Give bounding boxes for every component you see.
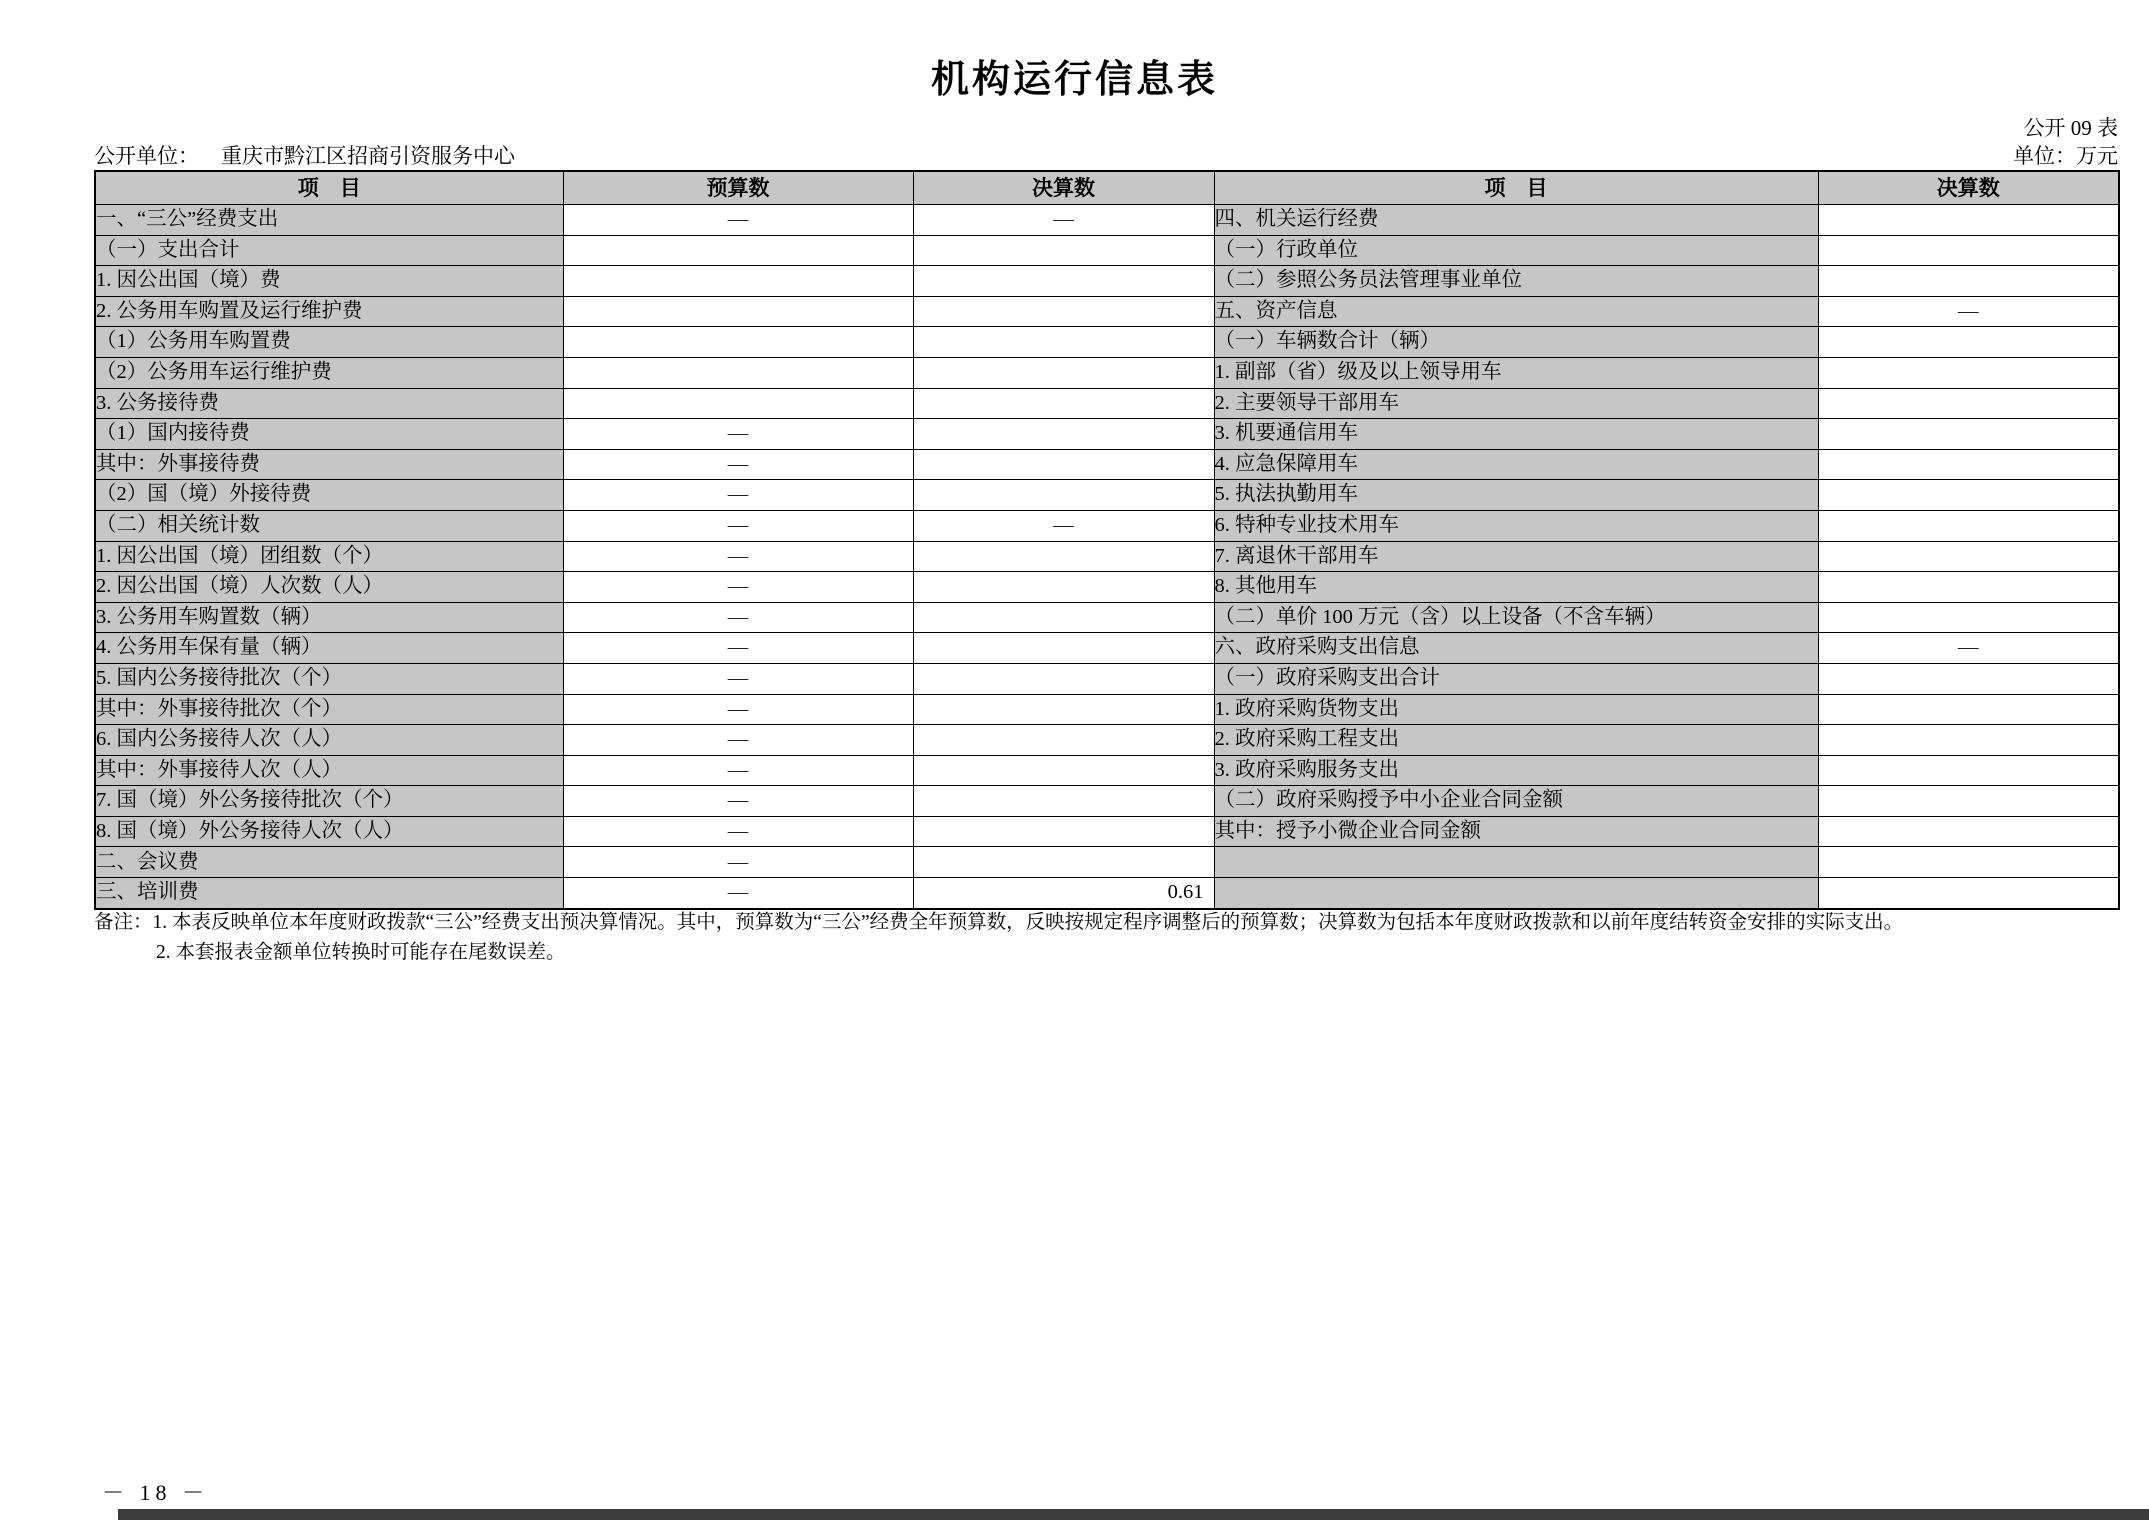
right-final-cell	[1818, 235, 2119, 266]
left-item-cell: 8. 国（境）外公务接待人次（人）	[95, 816, 563, 847]
page-title: 机构运行信息表	[930, 59, 1218, 101]
left-final-cell	[913, 816, 1214, 847]
table-row	[95, 266, 2119, 297]
left-item-cell: 其中：外事接待费	[95, 449, 563, 480]
left-final-cell: 0.61	[913, 878, 1214, 909]
table-header	[95, 171, 2119, 205]
left-budget-cell: —	[563, 510, 913, 541]
left-budget-cell: —	[563, 205, 913, 236]
left-final-cell	[913, 847, 1214, 878]
right-final-cell	[1818, 388, 2119, 419]
table-row	[95, 327, 2119, 358]
left-budget-cell: —	[563, 480, 913, 511]
left-final-cell	[913, 266, 1214, 297]
left-item-cell: （1）公务用车购置费	[95, 327, 563, 358]
right-item-cell: 6. 特种专业技术用车	[1214, 510, 1818, 541]
footnote-2: 2. 本套报表金额单位转换时可能存在尾数误差。	[156, 942, 566, 963]
right-final-cell	[1818, 419, 2119, 450]
right-item-cell: （一）政府采购支出合计	[1214, 663, 1818, 694]
right-final-cell	[1818, 541, 2119, 572]
table-row	[95, 816, 2119, 847]
right-item-cell: （一）车辆数合计（辆）	[1214, 327, 1818, 358]
left-budget-cell: —	[563, 572, 913, 603]
right-item-cell: （二）单价 100 万元（含）以上设备（不含车辆）	[1214, 602, 1818, 633]
left-final-cell	[913, 663, 1214, 694]
left-budget-cell	[563, 327, 913, 358]
left-budget-cell: —	[563, 633, 913, 664]
left-budget-cell: —	[563, 541, 913, 572]
left-final-cell	[913, 449, 1214, 480]
right-item-cell: 3. 政府采购服务支出	[1214, 755, 1818, 786]
left-budget-cell: —	[563, 878, 913, 909]
right-final-cell	[1818, 572, 2119, 603]
right-final-cell	[1818, 266, 2119, 297]
publisher-line	[94, 140, 515, 170]
right-item-cell: 8. 其他用车	[1214, 572, 1818, 603]
table-row	[95, 510, 2119, 541]
left-final-cell	[913, 602, 1214, 633]
right-final-cell: —	[1818, 296, 2119, 327]
table-row	[95, 357, 2119, 388]
right-item-cell	[1214, 878, 1818, 909]
right-final-cell	[1818, 847, 2119, 878]
left-item-cell: （1）国内接待费	[95, 419, 563, 450]
left-final-cell	[913, 633, 1214, 664]
footnote-1: 备注：1. 本表反映单位本年度财政拨款“三公”经费支出预决算情况。其中，预算数为“三公”经费全年预算数，反映按规定程序调整后的预算数；决算数为包括本年度财政拨款和以前年度结转资金安排的实际支出。	[94, 912, 1904, 933]
table-row	[95, 663, 2119, 694]
right-final-cell	[1818, 786, 2119, 817]
left-final-cell	[913, 419, 1214, 450]
left-item-cell: 2. 公务用车购置及运行维护费	[95, 296, 563, 327]
right-final-cell	[1818, 694, 2119, 725]
left-budget-cell: —	[563, 694, 913, 725]
table-row	[95, 480, 2119, 511]
publisher-name: 重庆市黔江区招商引资服务中心	[221, 144, 515, 168]
left-item-cell: （一）支出合计	[95, 235, 563, 266]
right-item-cell	[1214, 847, 1818, 878]
right-final-cell	[1818, 480, 2119, 511]
right-final-cell	[1818, 663, 2119, 694]
right-item-cell: 四、机关运行经费	[1214, 205, 1818, 236]
left-budget-cell	[563, 296, 913, 327]
right-final-cell	[1818, 449, 2119, 480]
right-final-cell: —	[1818, 633, 2119, 664]
left-budget-cell: —	[563, 419, 913, 450]
table-row	[95, 694, 2119, 725]
left-item-cell: 2. 因公出国（境）人次数（人）	[95, 572, 563, 603]
left-final-cell	[913, 235, 1214, 266]
left-item-cell: 其中：外事接待人次（人）	[95, 755, 563, 786]
left-final-cell: —	[913, 205, 1214, 236]
left-item-cell: 4. 公务用车保有量（辆）	[95, 633, 563, 664]
left-item-cell: 二、会议费	[95, 847, 563, 878]
right-final-cell	[1818, 816, 2119, 847]
right-item-cell: 1. 政府采购货物支出	[1214, 694, 1818, 725]
table-row	[95, 602, 2119, 633]
header-final-2: 决算数	[1818, 171, 2119, 205]
left-item-cell: 3. 公务用车购置数（辆）	[95, 602, 563, 633]
table-row	[95, 755, 2119, 786]
left-item-cell: 三、培训费	[95, 878, 563, 909]
unit-label: 单位：万元	[2013, 144, 2118, 168]
table-row	[95, 235, 2119, 266]
right-item-cell: 五、资产信息	[1214, 296, 1818, 327]
right-final-cell	[1818, 327, 2119, 358]
left-item-cell: 6. 国内公务接待人次（人）	[95, 725, 563, 756]
right-item-cell: （一）行政单位	[1214, 235, 1818, 266]
table-row	[95, 296, 2119, 327]
right-item-cell: （二）参照公务员法管理事业单位	[1214, 266, 1818, 297]
left-final-cell	[913, 694, 1214, 725]
left-item-cell: 5. 国内公务接待批次（个）	[95, 663, 563, 694]
right-final-cell	[1818, 878, 2119, 909]
left-final-cell	[913, 755, 1214, 786]
left-final-cell	[913, 786, 1214, 817]
left-item-cell: 3. 公务接待费	[95, 388, 563, 419]
left-final-cell	[913, 480, 1214, 511]
right-item-cell: 六、政府采购支出信息	[1214, 633, 1818, 664]
table-row	[95, 388, 2119, 419]
left-budget-cell: —	[563, 725, 913, 756]
publisher-label: 公开单位：	[94, 144, 199, 168]
left-final-cell	[913, 357, 1214, 388]
right-final-cell	[1818, 510, 2119, 541]
left-item-cell: 1. 因公出国（境）费	[95, 266, 563, 297]
right-final-cell	[1818, 205, 2119, 236]
left-budget-cell: —	[563, 449, 913, 480]
right-item-cell: 2. 政府采购工程支出	[1214, 725, 1818, 756]
left-item-cell: （二）相关统计数	[95, 510, 563, 541]
right-item-cell: 其中：授予小微企业合同金额	[1214, 816, 1818, 847]
left-final-cell	[913, 327, 1214, 358]
header-final: 决算数	[913, 171, 1214, 205]
left-final-cell	[913, 296, 1214, 327]
table-row	[95, 878, 2119, 909]
right-item-cell: 5. 执法执勤用车	[1214, 480, 1818, 511]
left-item-cell: 7. 国（境）外公务接待批次（个）	[95, 786, 563, 817]
left-budget-cell: —	[563, 786, 913, 817]
left-final-cell	[913, 541, 1214, 572]
left-final-cell	[913, 572, 1214, 603]
right-item-cell: 1. 副部（省）级及以上领导用车	[1214, 357, 1818, 388]
table-code-label: 公开 09 表	[2023, 116, 2118, 140]
left-budget-cell	[563, 235, 913, 266]
left-final-cell	[913, 388, 1214, 419]
right-final-cell	[1818, 602, 2119, 633]
right-item-cell: 3. 机要通信用车	[1214, 419, 1818, 450]
left-item-cell: （2）公务用车运行维护费	[95, 357, 563, 388]
left-budget-cell: —	[563, 663, 913, 694]
left-final-cell: —	[913, 510, 1214, 541]
left-budget-cell	[563, 357, 913, 388]
left-budget-cell: —	[563, 755, 913, 786]
table-row	[95, 725, 2119, 756]
right-item-cell: 2. 主要领导干部用车	[1214, 388, 1818, 419]
left-final-cell	[913, 725, 1214, 756]
page-number: － 18 －	[102, 1480, 210, 1505]
header-budget: 预算数	[563, 171, 913, 205]
left-budget-cell: —	[563, 602, 913, 633]
left-item-cell: 1. 因公出国（境）团组数（个）	[95, 541, 563, 572]
left-item-cell: 其中：外事接待批次（个）	[95, 694, 563, 725]
right-item-cell: 7. 离退休干部用车	[1214, 541, 1818, 572]
table-body	[95, 205, 2119, 909]
right-final-cell	[1818, 755, 2119, 786]
right-final-cell	[1818, 725, 2119, 756]
left-budget-cell: —	[563, 847, 913, 878]
info-table	[94, 170, 2120, 910]
left-budget-cell	[563, 388, 913, 419]
table-row	[95, 419, 2119, 450]
table-row	[95, 572, 2119, 603]
left-budget-cell: —	[563, 816, 913, 847]
table-row	[95, 541, 2119, 572]
table-row	[95, 847, 2119, 878]
table-row	[95, 205, 2119, 236]
header-item: 项 目	[95, 171, 563, 205]
scan-edge-artifact	[118, 1509, 2149, 1520]
table-row	[95, 449, 2119, 480]
left-item-cell: （2）国（境）外接待费	[95, 480, 563, 511]
header-item-2: 项 目	[1214, 171, 1818, 205]
header-row	[95, 171, 2119, 205]
left-budget-cell	[563, 266, 913, 297]
table-row	[95, 786, 2119, 817]
right-item-cell: （二）政府采购授予中小企业合同金额	[1214, 786, 1818, 817]
right-final-cell	[1818, 357, 2119, 388]
left-item-cell: 一、“三公”经费支出	[95, 205, 563, 236]
table-row	[95, 633, 2119, 664]
right-item-cell: 4. 应急保障用车	[1214, 449, 1818, 480]
